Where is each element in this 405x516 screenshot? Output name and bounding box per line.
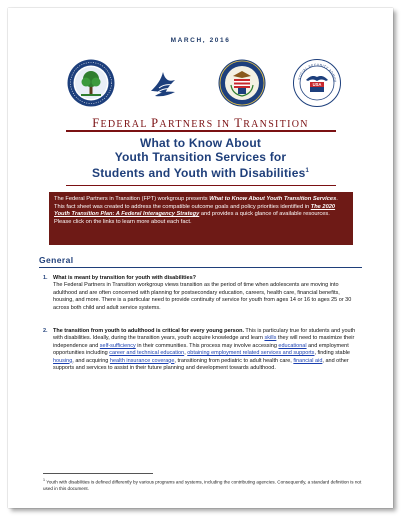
hhs-seal-icon — [141, 58, 191, 108]
housing-link[interactable]: housing — [53, 357, 73, 364]
agency-seals — [66, 57, 342, 109]
list-item: 2. The transition from youth to adulthood is critical for every young person. This is particulary true for students and youth with disabilities. Ideally, during the transition years, youth acquire knowledge and learn skills they will need to maximize their independence and self-sufficiency in their communities. This process may involve accessing educational and employment opportunities including career and technical education, obtaining employment related services and supports, finding stable housing, and acquiring health insurance coverage, transitioning from pediatric to adult health care, financial aid, and other supports and services to assist in their future planning and development towards adulthood. — [43, 328, 356, 372]
skills-link[interactable]: skills — [264, 335, 277, 342]
item-question: The transition from youth to adulthood is critical for every young person. — [53, 328, 244, 334]
health-insurance-link[interactable]: health insurance coverage — [109, 357, 175, 364]
ssa-seal-icon — [292, 58, 342, 108]
footnote-rule — [43, 473, 153, 474]
item-answer: The Federal Partners in Transition workgroup views transition as the period of time when adolescents are moving into adulthood and are often concerned with planning for postsecondary education, careers, health care, financial benefits, housing, and more. There is a particular need to provide continuity of service for youth from ages 14 or 16 to ages 25 or 30 across both child and adult service systems. — [53, 282, 352, 311]
item-number: 2. — [43, 328, 48, 334]
educational-link[interactable]: educational — [278, 342, 307, 349]
title-line-2: Youth Transition Services for — [114, 150, 287, 164]
self-sufficiency-link[interactable]: self-sufficiency — [99, 342, 136, 349]
title-line-3: Students and Youth with Disabilities$^1$ — [92, 166, 309, 180]
svg-text:SOCIAL SECURITY ADMINISTRATION: SOCIAL SECURITY ADMINI — [297, 62, 337, 83]
title-footnote-mark: 1 — [305, 168, 309, 174]
title-rule-top — [66, 130, 336, 132]
federal-partners-banner: FEDERAL PARTNERS IN TRANSITION — [92, 116, 309, 130]
footnote: $^1$ Youth with disabilities is defined differently by various programs and systems, including the contributing agencies. Consequently, a standard definition is not used in this document. — [43, 478, 362, 491]
education-seal-icon — [66, 58, 116, 108]
document-date: MARCH, 2016 — [170, 37, 231, 44]
title-rule-bottom — [66, 185, 336, 186]
document-title — [38, 136, 363, 180]
document-page — [8, 8, 393, 508]
section-rule — [39, 267, 362, 268]
list-item — [43, 275, 359, 312]
youth-transition-plan-link[interactable]: The 2020 Youth Transition Plan: A Federal Interagency Strategy — [54, 203, 336, 218]
employment-services-link[interactable]: obtaining employment related services and supports — [187, 350, 315, 357]
svg-text:USA: USA — [312, 82, 322, 88]
section-heading-general: General — [39, 255, 74, 265]
item-number: 1. — [43, 275, 48, 281]
financial-aid-link[interactable]: financial aid — [293, 357, 323, 364]
labor-seal-icon — [217, 58, 267, 108]
item-question: What is meant by transition for youth with disabilities? — [53, 275, 197, 281]
intro-box: The Federal Partners in Transition (FPT) workgroup presents What to Know About Youth Transition Services. This fact sheet was created to address the compatible outcome goals and policy priorities identified in The 2020 Youth Transition Plan: A Federal Interagency Strategy and provides a quick glance of available resources. Please click on the links to learn more about each fact. — [49, 192, 353, 245]
title-line-1: What to Know About — [139, 136, 262, 150]
career-technical-education-link[interactable]: career and technical education — [109, 350, 185, 357]
